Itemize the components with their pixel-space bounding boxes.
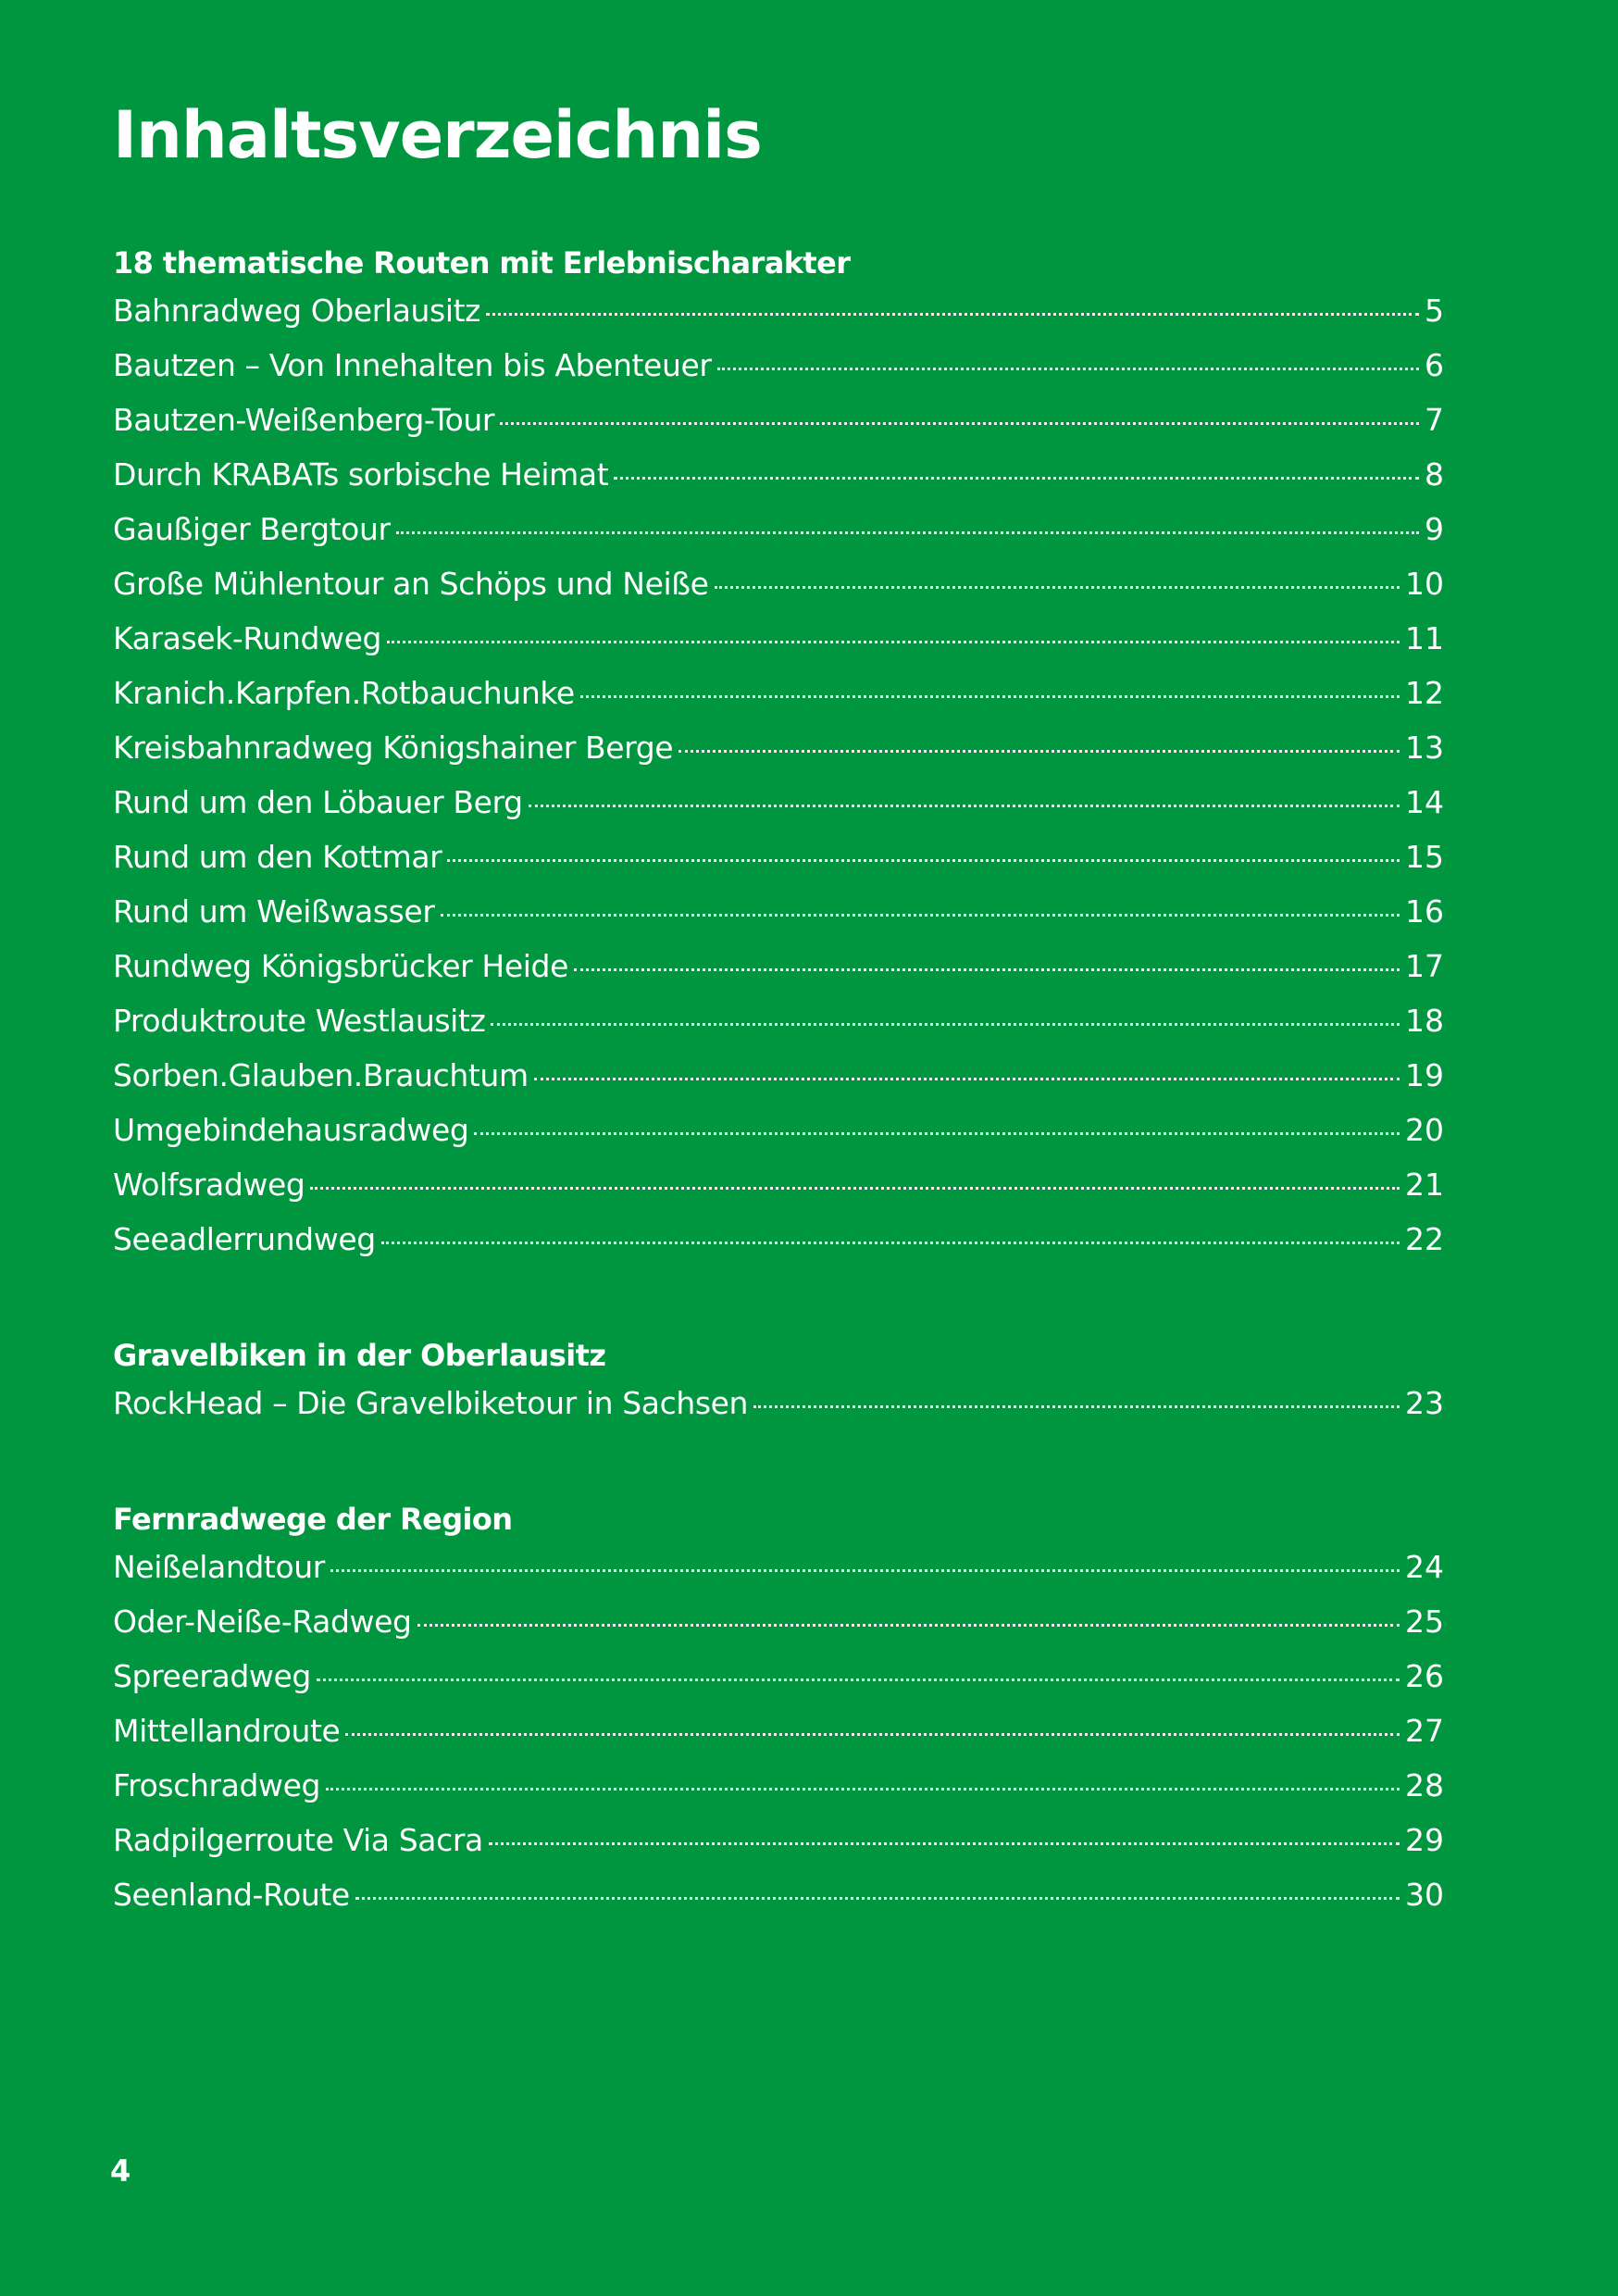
toc-entry-title: Oder-Neiße-Radweg	[113, 1603, 412, 1640]
dot-leader	[417, 1624, 1400, 1627]
toc-entry-title: Sorben.Glauben.Brauchtum	[113, 1057, 529, 1093]
toc-entry-title: Kranich.Karpfen.Rotbauchunke	[113, 675, 575, 711]
toc-entry-title: Produktroute Westlausitz	[113, 1003, 486, 1039]
toc-entry-title: Rund um Weißwasser	[113, 893, 435, 930]
toc-entry-page: 14	[1405, 784, 1444, 820]
toc-entry-page: 30	[1405, 1877, 1444, 1913]
entry-list	[113, 283, 1444, 1267]
toc-entry-title: Froschradweg	[113, 1767, 321, 1803]
dot-leader	[345, 1733, 1400, 1736]
toc-entry-page: 21	[1405, 1167, 1444, 1203]
toc-entry-page: 26	[1405, 1658, 1444, 1694]
toc-entry-page: 6	[1425, 347, 1444, 383]
page-number: 4	[110, 2153, 131, 2189]
toc-entry	[113, 1594, 1444, 1649]
section-heading: Fernradwege der Region	[113, 1502, 513, 1537]
toc-entry-page: 29	[1405, 1822, 1444, 1858]
page-title: Inhaltsverzeichnis	[113, 97, 762, 173]
toc-section-fernradwege	[113, 1499, 1444, 1922]
toc-entry-page: 16	[1405, 893, 1444, 930]
toc-entry	[113, 830, 1444, 884]
toc-entry	[113, 338, 1444, 393]
toc-section-thematic-routes	[113, 243, 1444, 1267]
toc-entry	[113, 1867, 1444, 1922]
toc-entry-page: 24	[1405, 1549, 1444, 1585]
toc-entry	[113, 1157, 1444, 1212]
toc-entry	[113, 1649, 1444, 1703]
toc-entry	[113, 556, 1444, 611]
dot-leader	[474, 1132, 1400, 1135]
entry-list	[113, 1540, 1444, 1922]
dot-leader	[441, 914, 1400, 917]
dot-leader	[396, 531, 1419, 534]
section-heading: 18 thematische Routen mit Erlebnischarakter	[113, 245, 851, 281]
toc-entry-page: 10	[1405, 566, 1444, 602]
dot-leader	[715, 586, 1400, 589]
toc-entry-title: Spreeradweg	[113, 1658, 311, 1694]
toc-entry-title: Große Mühlentour an Schöps und Neiße	[113, 566, 709, 602]
toc-entry	[113, 1540, 1444, 1594]
dot-leader	[489, 1842, 1400, 1845]
toc-entry-page: 9	[1425, 511, 1444, 547]
toc-entry-title: Bahnradweg Oberlausitz	[113, 293, 481, 329]
dot-leader	[447, 859, 1400, 862]
dot-leader	[317, 1678, 1400, 1681]
toc-entry-title: Bautzen-Weißenberg-Tour	[113, 402, 495, 438]
dot-leader	[529, 805, 1400, 807]
dot-leader	[381, 1242, 1400, 1244]
toc-section-gravelbiken	[113, 1335, 1444, 1430]
entry-list	[113, 1376, 1444, 1430]
toc-entry	[113, 884, 1444, 939]
dot-leader	[678, 750, 1400, 753]
toc-entry-title: Durch KRABATs sorbische Heimat	[113, 456, 609, 493]
dot-leader	[534, 1078, 1400, 1080]
toc-entry	[113, 393, 1444, 447]
toc-entry-page: 22	[1405, 1221, 1444, 1257]
toc-entry-page: 5	[1425, 293, 1444, 329]
table-of-contents	[113, 243, 1444, 1990]
toc-entry-title: Gaußiger Bergtour	[113, 511, 391, 547]
toc-entry	[113, 1813, 1444, 1867]
toc-entry	[113, 1048, 1444, 1103]
toc-entry-page: 18	[1405, 1003, 1444, 1039]
dot-leader	[355, 1897, 1400, 1900]
toc-entry-page: 23	[1405, 1385, 1444, 1421]
dot-leader	[387, 641, 1400, 643]
toc-entry-title: Rund um den Löbauer Berg	[113, 784, 523, 820]
dot-leader	[491, 1023, 1400, 1026]
toc-entry	[113, 283, 1444, 338]
toc-entry	[113, 1703, 1444, 1758]
dot-leader	[486, 313, 1419, 316]
toc-entry-page: 15	[1405, 839, 1444, 875]
toc-entry-title: Mittellandroute	[113, 1713, 341, 1749]
toc-entry-page: 28	[1405, 1767, 1444, 1803]
toc-entry-title: Kreisbahnradweg Königshainer Berge	[113, 730, 674, 766]
toc-entry	[113, 447, 1444, 502]
toc-entry	[113, 1212, 1444, 1267]
toc-entry-page: 12	[1405, 675, 1444, 711]
toc-entry-page: 25	[1405, 1603, 1444, 1640]
toc-entry-title: Seenland-Route	[113, 1877, 350, 1913]
toc-entry-page: 17	[1405, 948, 1444, 984]
toc-entry	[113, 1103, 1444, 1157]
toc-entry-title: Rundweg Königsbrücker Heide	[113, 948, 568, 984]
toc-entry-title: Neißelandtour	[113, 1549, 325, 1585]
toc-entry	[113, 611, 1444, 666]
toc-entry	[113, 939, 1444, 993]
toc-entry	[113, 666, 1444, 720]
toc-entry-page: 19	[1405, 1057, 1444, 1093]
toc-entry	[113, 502, 1444, 556]
toc-entry-title: Wolfsradweg	[113, 1167, 305, 1203]
toc-entry-title: Bautzen – Von Innehalten bis Abenteuer	[113, 347, 712, 383]
dot-leader	[500, 422, 1419, 425]
dot-leader	[717, 368, 1419, 370]
toc-entry	[113, 1758, 1444, 1813]
toc-entry-title: Umgebindehausradweg	[113, 1112, 469, 1148]
section-heading: Gravelbiken in der Oberlausitz	[113, 1338, 606, 1373]
toc-entry-title: Radpilgerroute Via Sacra	[113, 1822, 483, 1858]
toc-entry-title: Karasek-Rundweg	[113, 620, 382, 656]
toc-entry-page: 20	[1405, 1112, 1444, 1148]
dot-leader	[326, 1788, 1400, 1791]
toc-entry-page: 7	[1425, 402, 1444, 438]
toc-entry-page: 8	[1425, 456, 1444, 493]
toc-entry	[113, 775, 1444, 830]
toc-entry-title: Seeadlerrundweg	[113, 1221, 376, 1257]
toc-entry-title: Rund um den Kottmar	[113, 839, 442, 875]
toc-entry	[113, 993, 1444, 1048]
dot-leader	[580, 695, 1400, 698]
toc-entry	[113, 1376, 1444, 1430]
dot-leader	[614, 477, 1419, 480]
dot-leader	[574, 968, 1400, 971]
toc-entry-page: 11	[1405, 620, 1444, 656]
toc-entry-title: RockHead – Die Gravelbiketour in Sachsen	[113, 1385, 749, 1421]
toc-entry-page: 27	[1405, 1713, 1444, 1749]
toc-entry-page: 13	[1405, 730, 1444, 766]
dot-leader	[330, 1569, 1400, 1572]
dot-leader	[753, 1405, 1400, 1408]
dot-leader	[310, 1187, 1400, 1190]
toc-entry	[113, 720, 1444, 775]
